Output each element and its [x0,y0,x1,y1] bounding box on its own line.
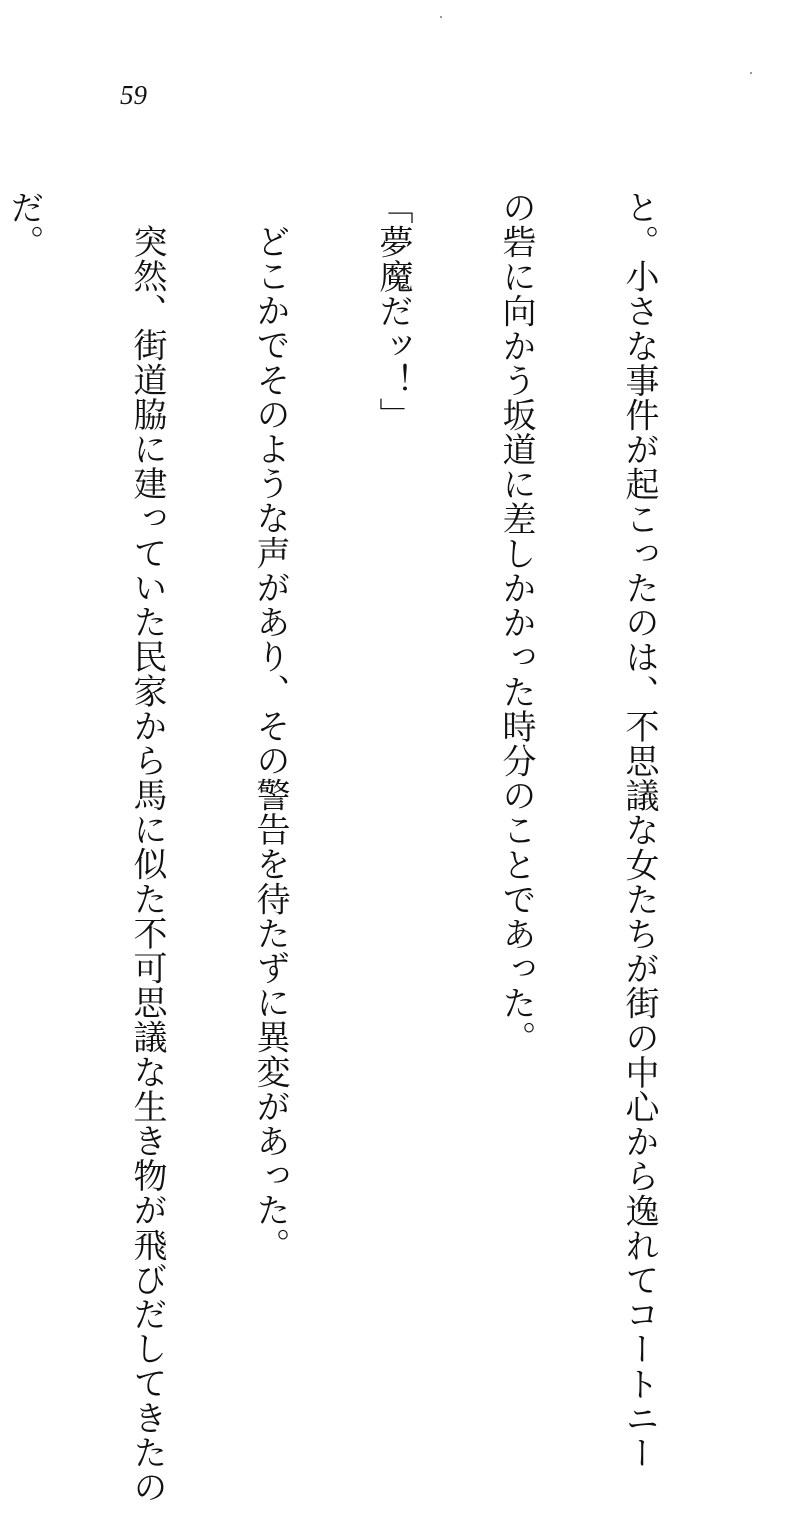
text-column-6: だ。 [4,190,44,260]
text-column-4: どこかでそのような声があり、その警告を待たずに異変があった。 [250,224,290,1262]
paper-speck [750,72,752,74]
text-column-3: 「夢魔だッ！」 [373,190,413,433]
paper-speck [440,16,442,18]
vertical-text-body [4,190,741,1505]
text-column-2: の砦に向かう坂道に差しかかった時分のことであった。 [496,190,536,1055]
page-number: 59 [120,80,147,110]
text-column-1: と。小さな事件が起こったのは、不思議な女たちが街の中心から逸れてコートニー [619,190,659,1471]
text-column-5: 突然、街道脇に建っていた民家から馬に似た不可思議な生き物が飛びだしてきたの [127,224,167,1505]
